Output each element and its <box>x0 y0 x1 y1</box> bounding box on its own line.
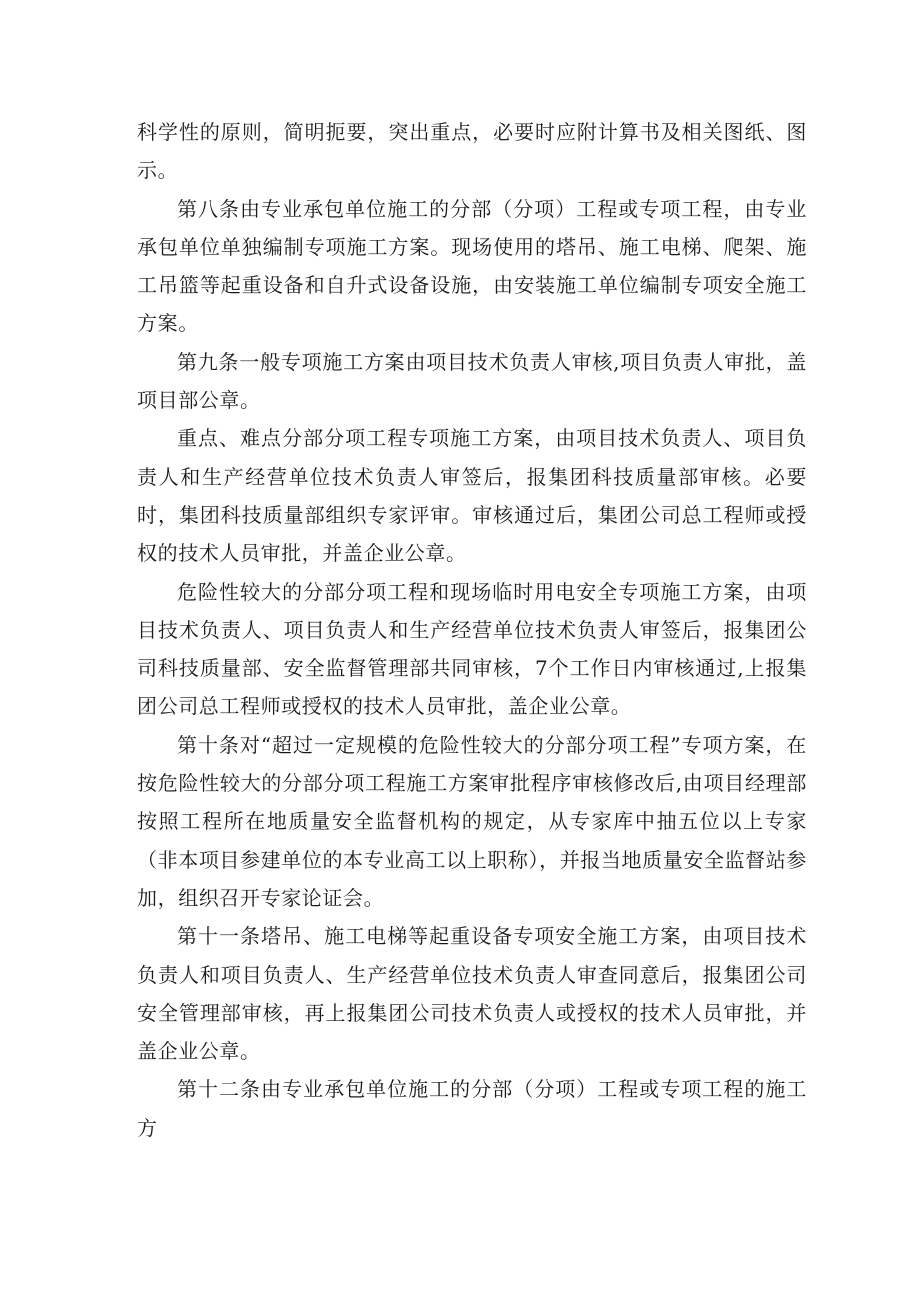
paragraph-article-11: 第十一条塔吊、施工电梯等起重设备专项安全施工方案，由项目技术负责人和项目负责人、生产经营单位技术负责人审查同意后，报集团公司安全管理部审核，再上报集团公司技术负责人或授权的技术人员审批，并盖企业公章。 <box>137 924 807 1064</box>
paragraph-key-difficult-works: 重点、难点分部分项工程专项施工方案，由项目技术负责人、项目负责人和生产经营单位技术负责人审签后，报集团科技质量部审核。必要时，集团科技质量部组织专家评审。审核通过后，集团公司总工程师或授权的技术人员审批，并盖企业公章。 <box>137 426 807 566</box>
paragraph-principle: 科学性的原则，简明扼要，突出重点，必要时应附计算书及相关图纸、图示。 <box>137 120 807 183</box>
paragraph-article-12: 第十二条由专业承包单位施工的分部（分项）工程或专项工程的施工方 <box>137 1077 807 1140</box>
paragraph-dangerous-works: 危险性较大的分部分项工程和现场临时用电安全专项施工方案，由项目技术负责人、项目负责人和生产经营单位技术负责人审签后，报集团公司科技质量部、安全监督管理部共同审核，7个工作日内审核通过,上报集团公司总工程师或授权的技术人员审批，盖企业公章。 <box>137 579 807 719</box>
document-page <box>137 113 807 1147</box>
paragraph-article-9: 第九条一般专项施工方案由项目技术负责人审核,项目负责人审批，盖项目部公章。 <box>137 349 807 413</box>
paragraph-article-10: 第十条对“超过一定规模的危险性较大的分部分项工程”专项方案，在按危险性较大的分部分项工程施工方案审批程序审核修改后,由项目经理部按照工程所在地质量安全监督机构的规定，从专家库中抽五位以上专家（非本项目参建单位的本专业高工以上职称），并报当地质量安全监督站参加，组织召开专家论证会。 <box>137 732 807 910</box>
paragraph-article-8: 第八条由专业承包单位施工的分部（分项）工程或专项工程，由专业承包单位单独编制专项施工方案。现场使用的塔吊、施工电梯、爬架、施工吊篮等起重设备和自升式设备设施，由安装施工单位编制专项安全施工方案。 <box>137 196 807 336</box>
